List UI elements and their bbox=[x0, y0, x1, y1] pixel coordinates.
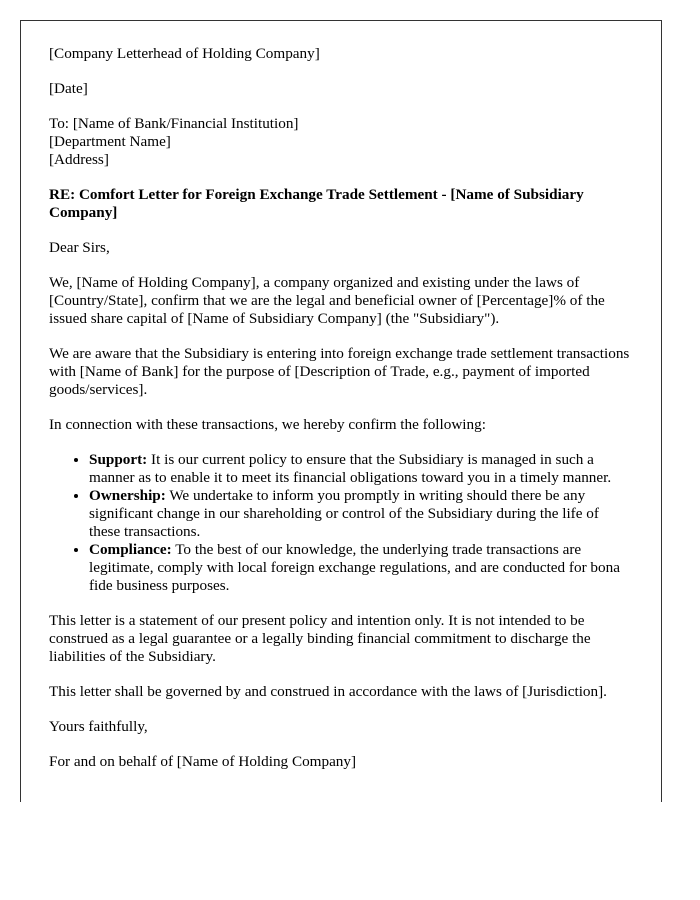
bullet-text: It is our current policy to ensure that the Subsidiary is managed in such a manner as to enable it to meet its financial obligations toward you in a timely manner. bbox=[89, 451, 612, 486]
bullet-label: Ownership: bbox=[89, 487, 166, 504]
bullet-text: To the best of our knowledge, the underlying trade transactions are legitimate, comply with local foreign exchange regulations, and are conducted for bona fide business purposes. bbox=[89, 541, 620, 594]
date: [Date] bbox=[49, 80, 88, 97]
letterhead: [Company Letterhead of Holding Company] bbox=[49, 45, 320, 62]
salutation: Dear Sirs, bbox=[49, 239, 110, 256]
sign-off: Yours faithfully, bbox=[49, 718, 148, 735]
paragraph-policy: This letter is a statement of our present policy and intention only. It is not intended to be construed as a legal guarantee or a legally binding financial commitment to discharge the liabilities of the Subsidiary. bbox=[49, 612, 591, 665]
paragraph-transactions: We are aware that the Subsidiary is entering into foreign exchange trade settlement transactions with [Name of Bank] for the purpose of [Description of Trade, e.g., payment of imported goods/services]. bbox=[49, 345, 630, 398]
paragraph-jurisdiction: This letter shall be governed by and construed in accordance with the laws of [Jurisdiction]. bbox=[49, 683, 607, 700]
paragraph-ownership: We, [Name of Holding Company], a company organized and existing under the laws of [Country/State], confirm that we are the legal and beneficial owner of [Percentage]% of the issued share capital of [Name of Subsidiary Company] (the "Subsidiary"). bbox=[49, 274, 605, 327]
bullet-text: We undertake to inform you promptly in writing should there be any significant change in our shareholding or control of the Subsidiary during the life of these transactions. bbox=[89, 487, 599, 540]
recipient-address: [Address] bbox=[49, 151, 109, 168]
recipient-to: To: [Name of Bank/Financial Institution] bbox=[49, 115, 299, 132]
recipient-department: [Department Name] bbox=[49, 133, 171, 150]
confirmation-list bbox=[49, 451, 631, 595]
letter-page bbox=[20, 20, 662, 802]
bullet-label: Compliance: bbox=[89, 541, 172, 558]
on-behalf: For and on behalf of [Name of Holding Company] bbox=[49, 753, 357, 770]
bullet-label: Support: bbox=[89, 451, 148, 468]
list-item-support bbox=[89, 451, 631, 487]
list-item-compliance bbox=[89, 541, 631, 595]
document-viewport bbox=[20, 20, 662, 802]
recipient-block bbox=[49, 115, 631, 169]
subject-line: RE: Comfort Letter for Foreign Exchange Trade Settlement - [Name of Subsidiary Company] bbox=[49, 186, 584, 221]
list-item-ownership bbox=[89, 487, 631, 541]
paragraph-confirm: In connection with these transactions, we hereby confirm the following: bbox=[49, 416, 486, 433]
